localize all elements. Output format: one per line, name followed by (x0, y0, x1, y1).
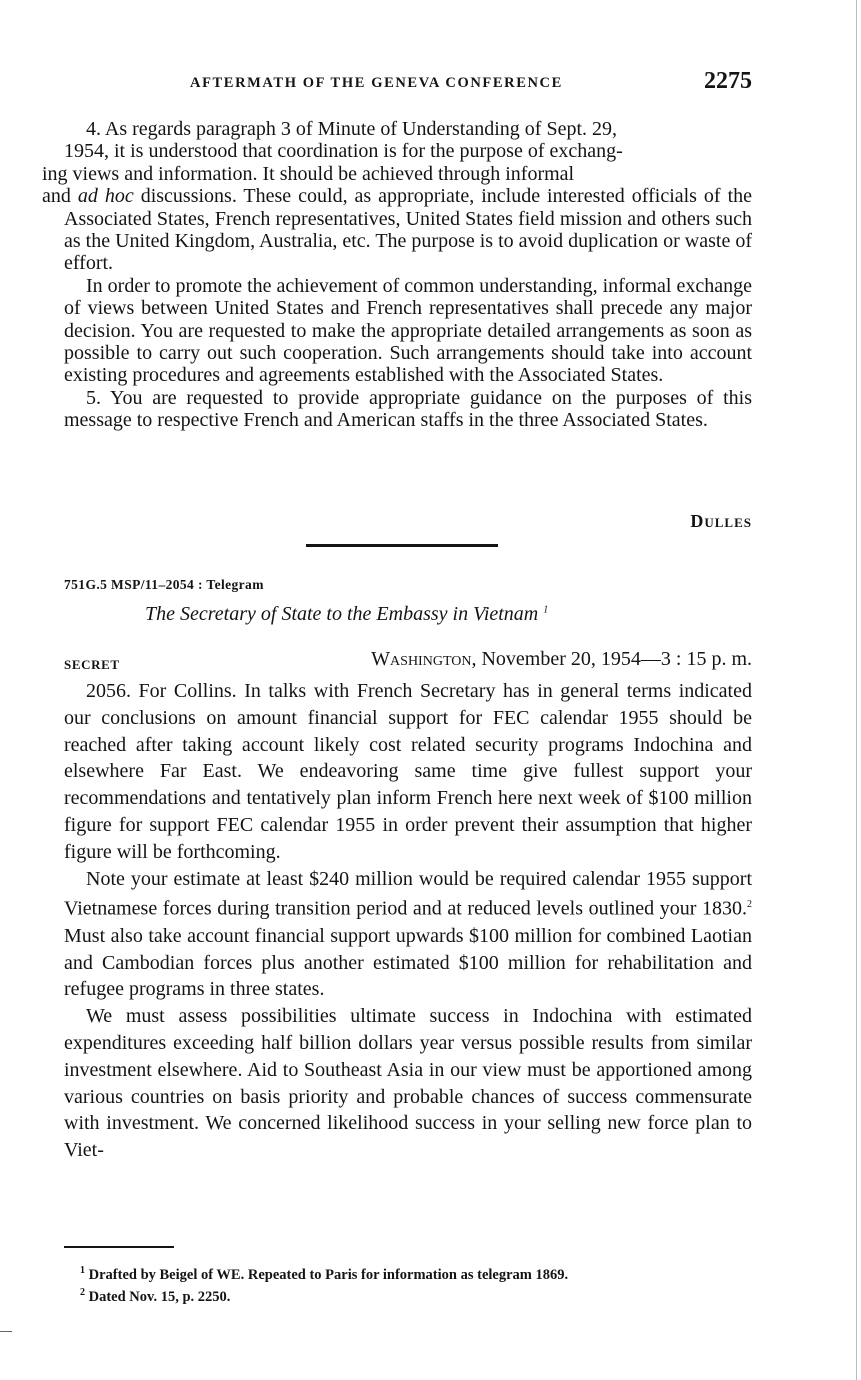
file-reference: 751G.5 MSP/11–2054 : Telegram (64, 577, 264, 592)
title-footnote-mark: 1 (543, 604, 549, 616)
paragraph-4 (42, 118, 752, 275)
previous-document-text (42, 118, 752, 432)
paragraph-understanding: In order to promote the achievement of common understanding, informal exchange of views between United States and French representatives shall precede any major decision. You are requested to make the appropriate detailed arrangements as soon as possible to carry out such cooperation. Such arrangements should take into account existing procedures and agreements established with the Associated States. (64, 274, 752, 387)
signature-dulles: Dulles (690, 511, 752, 531)
dateline-time: November 20, 1954—3 : 15 p. m. (476, 648, 752, 670)
telegram-paragraph-2: Note your estimate at least $240 million would be required calendar 1955 support Vietnamese forces during transition period and at reduced levels outlined your 1830.$^2$ Must also take account financial support upwards $100 million for combined Laotian and Cambodian forces plus another estimated $100 million for rehabilitation and refugee programs in three states. (64, 867, 752, 1001)
dateline-place: Washington, (371, 648, 477, 670)
telegram-paragraph-3: We must assess possibilities ultimate success in Indochina with estimated expenditures exceeding half billion dollars year versus possible results from similar investment elsewhere. Aid to Southeast Asia in our view must be apportioned among various countries on basis priority and probable chances of success commensurate with investment. We concerned likelihood success in your selling new force plan to Viet- (64, 1005, 752, 1162)
paragraph-4-line-1: 4. As regards paragraph 3 of Minute of Understanding of Sept. 29, (86, 118, 617, 140)
paragraph-4-line-4-end: discussions. These could, as appropriate, include interested (133, 185, 625, 208)
footnote-2-mark: 2 (747, 899, 752, 911)
footnote-2: $^2$ Dated Nov. 15, p. 2250. (80, 1286, 231, 1305)
page-number: 2275 (704, 68, 752, 94)
paragraph-4-line-2: 1954, it is understood that coordination is for the purpose of exchang- (64, 140, 623, 163)
document-title: The Secretary of State to the Embassy in Vietnam $^1$ (145, 603, 549, 625)
ad-hoc-term: ad hoc (77, 185, 134, 208)
telegram-paragraph-1: 2056. For Collins. In talks with French Secretary has in general terms indicated our conclusions on amount financial support for FEC calendar 1955 should be reached after taking account likely cost related security programs Indochina and elsewhere Far East. We endeavoring same time give fullest support your recommendations and tentatively plan inform French here next week of $100 million figure for support FEC calendar 1955 in order prevent their assumption that higher figure will be forthcoming. (64, 680, 752, 863)
telegram-body (64, 678, 752, 1164)
footnote-1: $^1$ Drafted by Beigel of WE. Repeated to Paris for information as telegram 1869. (80, 1265, 569, 1283)
section-divider (306, 544, 498, 547)
running-title: AFTERMATH OF THE GENEVA CONFERENCE (190, 75, 563, 91)
paragraph-4-line-3: ing views and information. It should be achieved through informal (42, 162, 575, 185)
paragraph-5: 5. You are requested to provide appropriate guidance on the purposes of this message to respective French and American staffs in the three Associated States. (64, 386, 752, 432)
footnote-rule (64, 1246, 174, 1248)
paragraph-4-line-4-start: and (42, 185, 78, 208)
paragraph-4-rest: officials of the Associated States, French representatives, United States field mission and others such as the United Kingdom, Australia, etc. The purpose is to avoid duplication or waste of effort. (64, 185, 752, 275)
footnotes (80, 1262, 760, 1306)
margin-mark (0, 1331, 12, 1332)
dateline (371, 648, 752, 671)
page-edge (856, 0, 857, 1380)
page-header (64, 68, 752, 100)
classification-label: SECRET (64, 657, 120, 672)
